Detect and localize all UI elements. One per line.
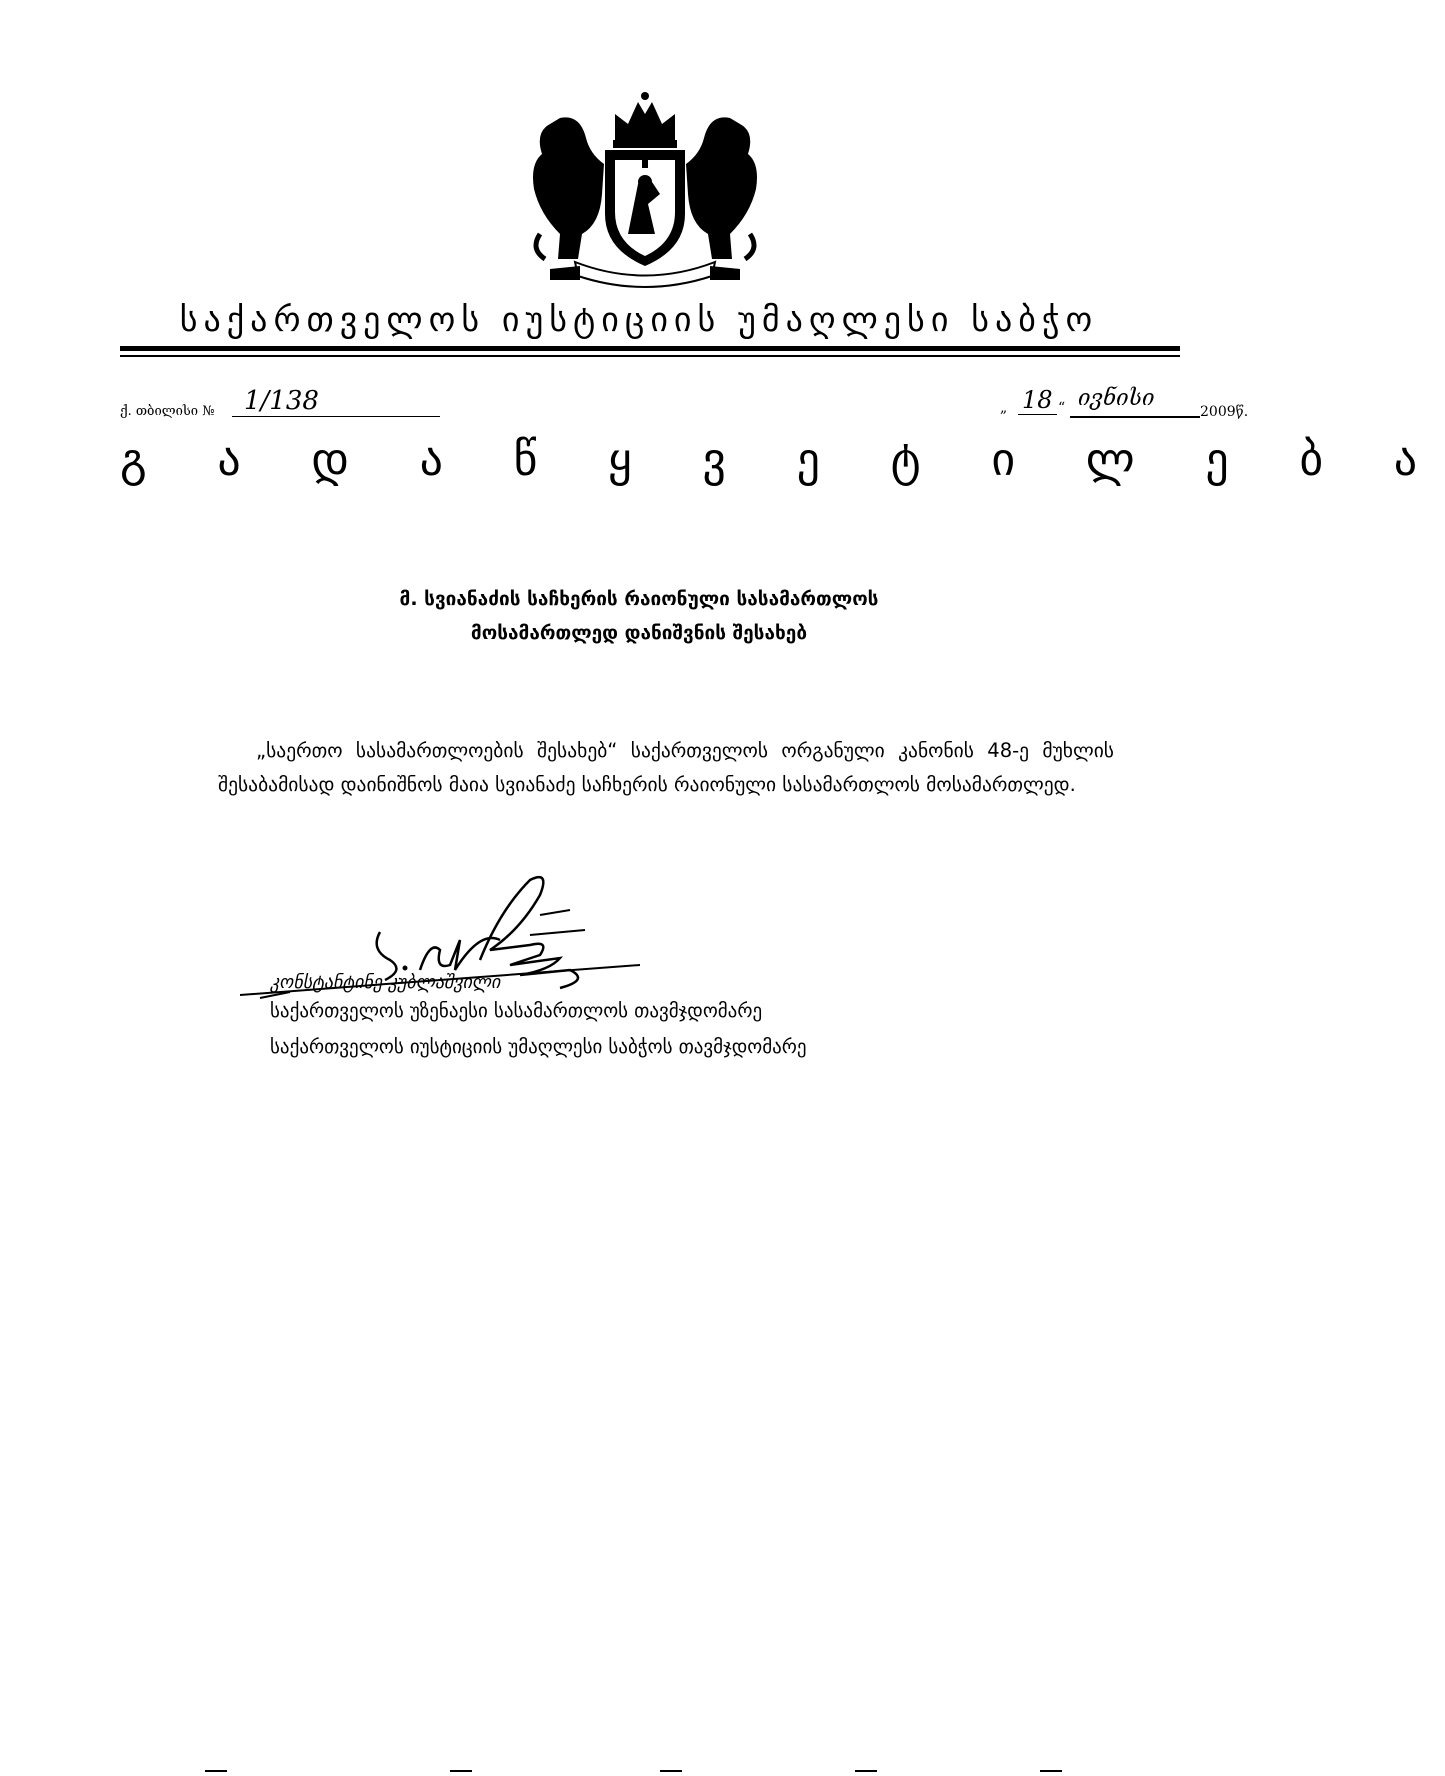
date-underline	[1070, 416, 1200, 418]
reference-row	[120, 386, 1249, 426]
subject-line-1: მ. სვიანაძის საჩხერის რაიონული სასამართლოს	[399, 588, 879, 610]
footer-mark	[1040, 1770, 1062, 1772]
handwritten-signature	[230, 870, 690, 1020]
reference-label: ქ. თბილისი №	[120, 404, 215, 419]
footer-mark	[660, 1770, 682, 1772]
coat-of-arms-emblem	[520, 84, 770, 294]
subject-line-2: მოსამართლედ დანიშვნის შესახებ	[470, 622, 808, 644]
date	[890, 386, 1249, 426]
crown-icon	[613, 92, 677, 148]
footer-mark	[450, 1770, 472, 1772]
date-day: 18	[1018, 386, 1057, 415]
left-lion-icon	[533, 117, 604, 259]
signatory-title-2: საქართველოს იუსტიციის უმაღლესი საბჭოს თავმჯდომარე	[270, 1036, 807, 1058]
date-month: ივნისი	[1078, 386, 1155, 411]
header-rule-thick	[120, 346, 1180, 351]
decision-body: „საერთო სასამართლოების შესახებ“ საქართველოს ორგანული კანონის 48-ე მუხლის შესაბამისად დაინიშნოს მაია სვიანაძე საჩხერის რაიონული სასამართლოს მოსამართლედ.	[218, 739, 1114, 796]
date-close-quote: “	[1058, 400, 1066, 416]
signatory-name: კონსტანტინე კუბლაშვილი	[270, 972, 501, 993]
council-title: საქართველოს იუსტიციის უმაღლესი საბჭო	[179, 300, 1099, 340]
footer-mark	[205, 1770, 227, 1772]
signatory-title-1: საქართველოს უზენაესი სასამართლოს თავმჯდომარე	[270, 1000, 763, 1022]
footer-mark	[855, 1770, 877, 1772]
header-rule-thin	[120, 355, 1180, 357]
date-open-quote: „	[1000, 400, 1008, 416]
reference-number: 1/138	[232, 386, 440, 417]
date-year: 2009წ.	[1200, 404, 1249, 420]
shield-icon	[605, 150, 685, 266]
document-type-title: გ ა დ ა წ ყ ვ ე ტ ი ლ ე ბ ა	[120, 432, 1445, 486]
right-lion-icon	[686, 117, 757, 259]
subject	[120, 582, 1158, 650]
